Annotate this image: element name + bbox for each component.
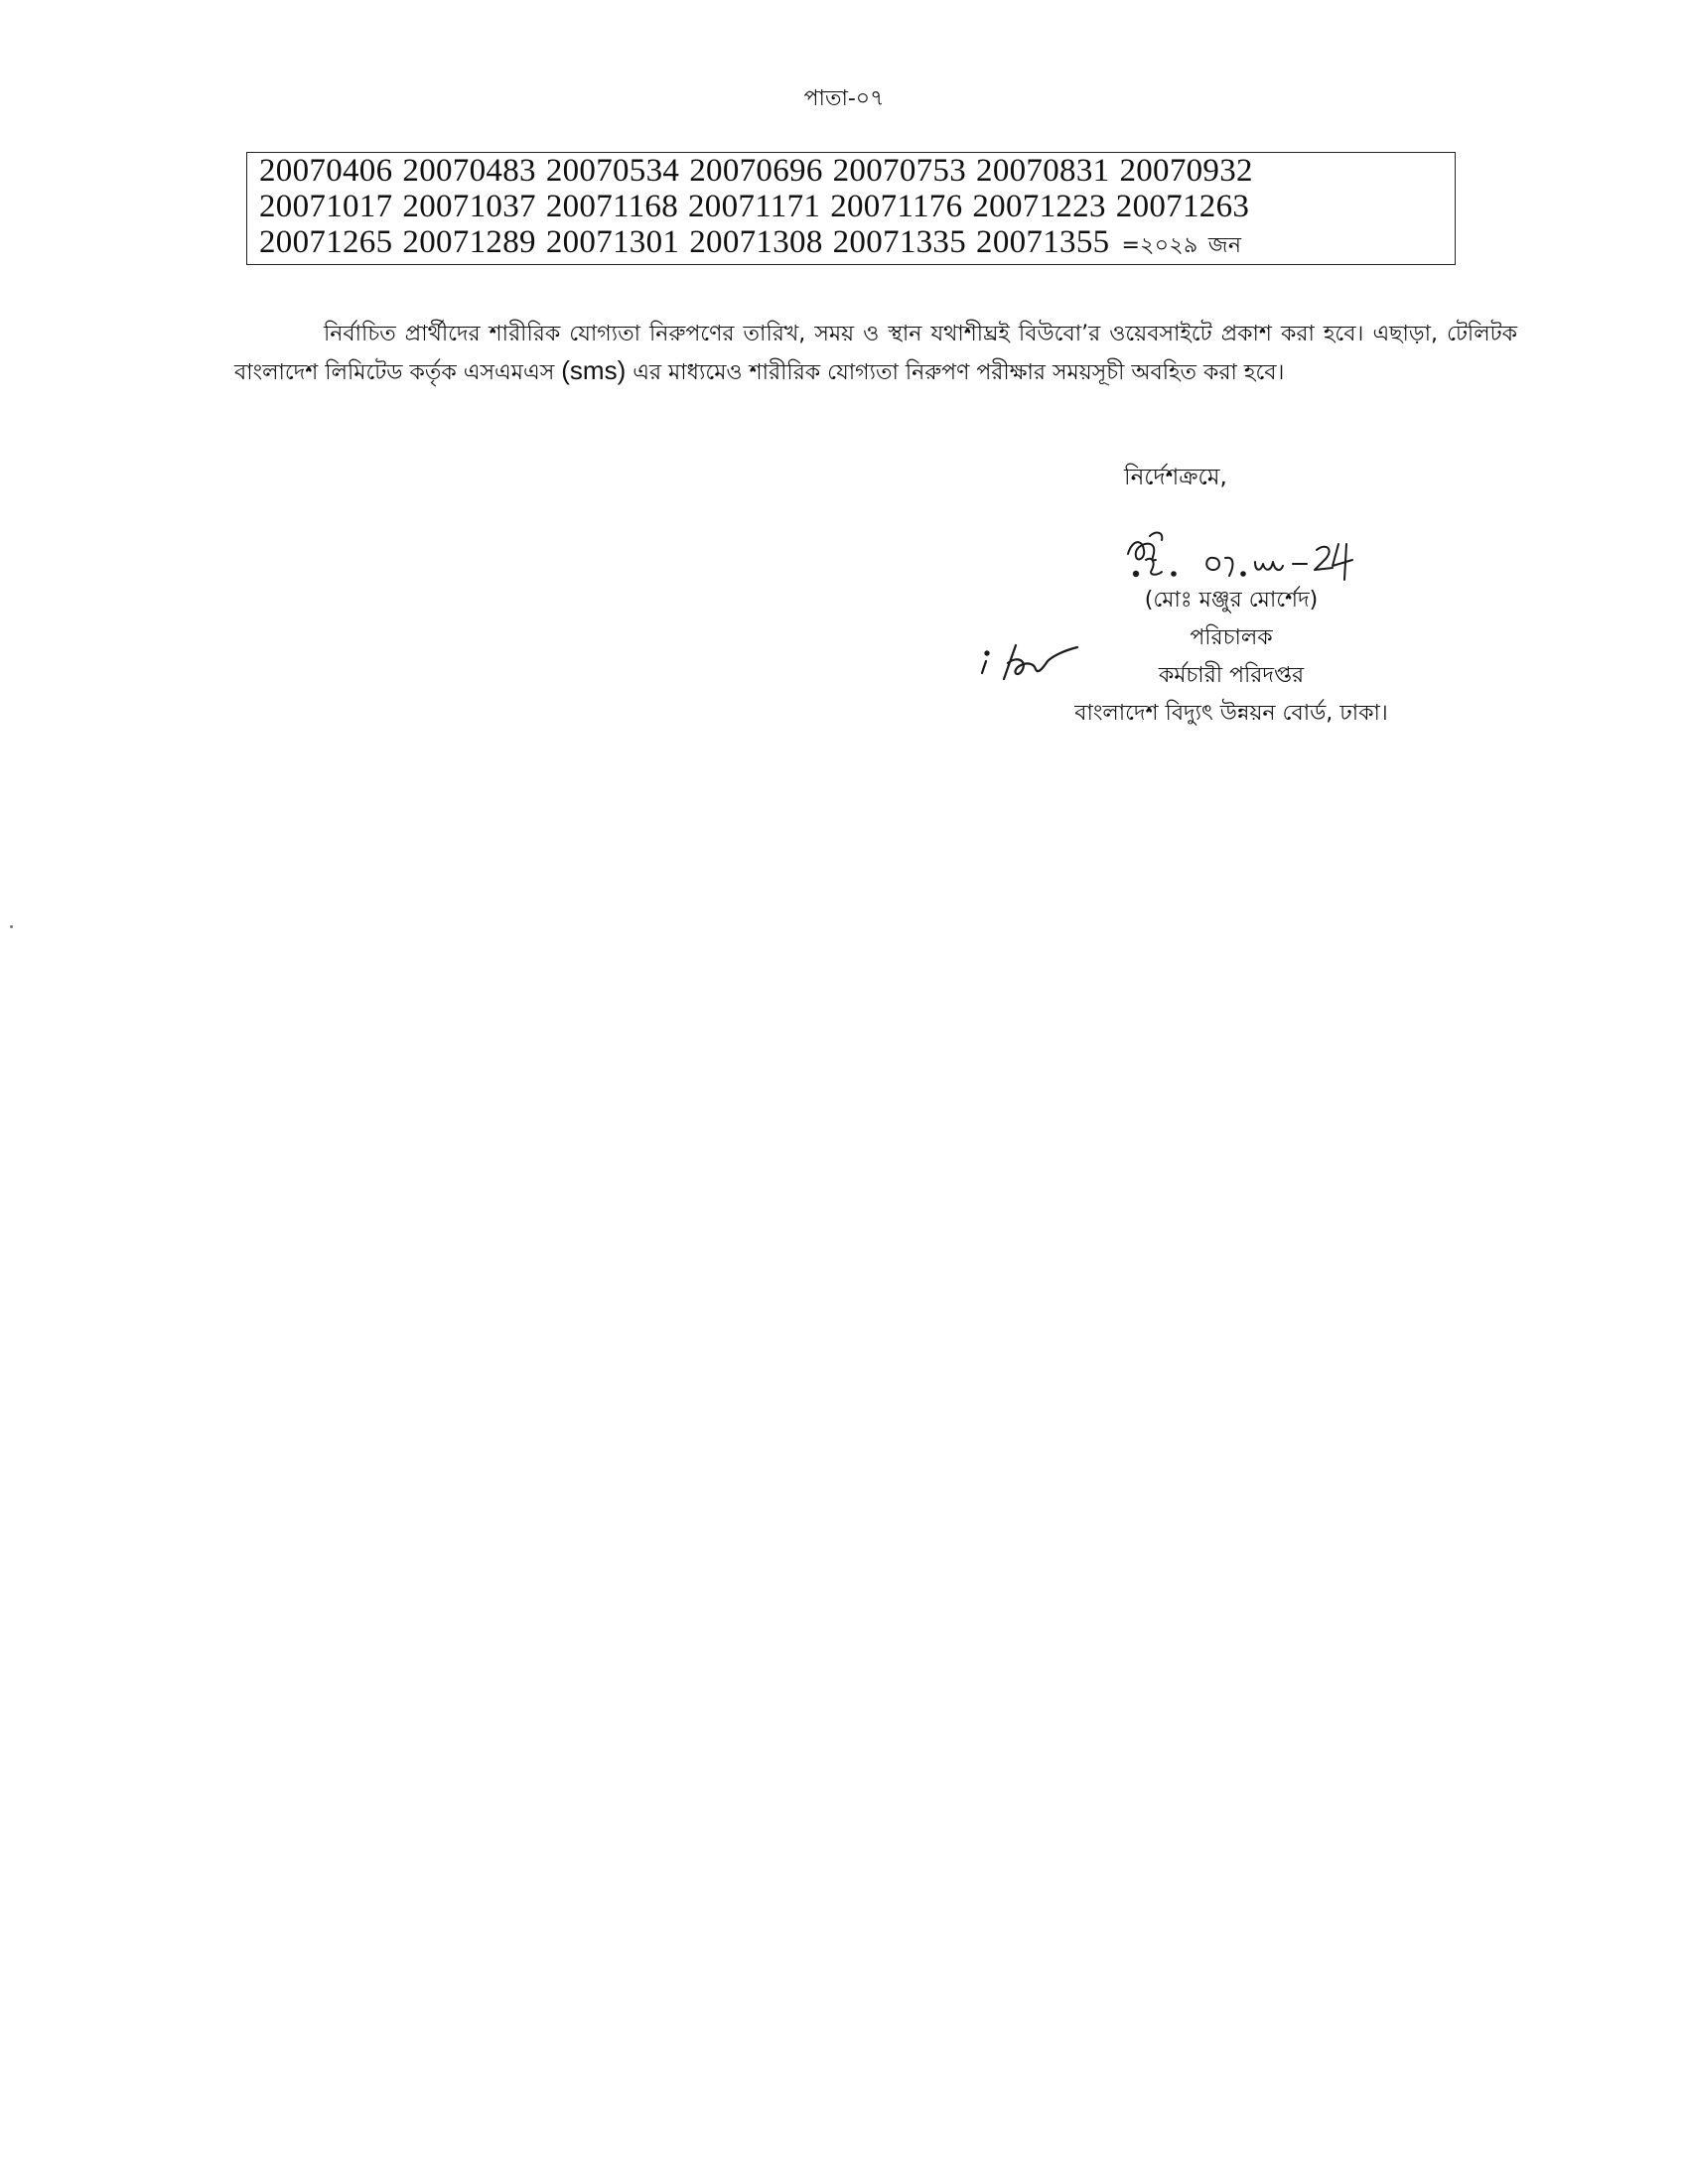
signatory-designation: পরিচালক [1190, 625, 1273, 650]
roll-number: 20071037 [402, 189, 536, 224]
notice-text-continued: এর মাধ্যমেও শারীরিক যোগ্যতা নিরুপণ পরীক্ষার সময়সূচী অবহিত করা হবে। [626, 360, 1285, 385]
total-count: =২০২৯ জন [1121, 233, 1242, 258]
roll-number: 20070753 [832, 153, 967, 189]
roll-row [259, 189, 1455, 224]
closing-phrase: নির্দেশক্রমে, [1124, 465, 1227, 490]
roll-number: 20071223 [972, 189, 1106, 224]
signatory-organization: বাংলাদেশ বিদ্যুৎ উন্নয়ন বোর্ড, ঢাকা। [1074, 701, 1388, 726]
roll-number: 20071308 [689, 224, 823, 260]
roll-number: 20070696 [689, 153, 823, 189]
notice-text: নির্বাচিত প্রার্থীদের শারীরিক যোগ্যতা নিরুপণের তারিখ, সময় ও স্থান যথাশীঘ্রই বিউবো’র ওয়েবসাইটে প্রকাশ করা হবে। এছাড়া, টেলিটক বাংলাদেশ লিমিটেড কর্তৃক এসএমএস [234, 322, 1517, 385]
roll-number: 20071168 [545, 189, 678, 224]
roll-row [259, 153, 1455, 189]
roll-number: 20071017 [259, 189, 393, 224]
roll-number: 20070932 [1119, 153, 1253, 189]
roll-number: 20071301 [545, 224, 680, 260]
scan-speck [10, 925, 13, 928]
signatory-department: কর্মচারী পরিদপ্তর [1158, 663, 1305, 688]
roll-number: 20071265 [259, 224, 393, 260]
page-number: পাতা-০৭ [803, 86, 885, 111]
roll-number: 20071289 [402, 224, 536, 260]
roll-row [259, 224, 1455, 260]
handwritten-signature [1122, 526, 1380, 588]
roll-number-box [246, 152, 1456, 265]
roll-number: 20071171 [688, 189, 821, 224]
roll-number: 20071263 [1115, 189, 1250, 224]
roll-number: 20070534 [545, 153, 680, 189]
roll-number: 20071335 [832, 224, 967, 260]
signatory-name: (মোঃ মঞ্জুর মোর্শেদ) [1144, 588, 1319, 613]
roll-number: 20071355 [976, 224, 1110, 260]
roll-number: 20070831 [976, 153, 1110, 189]
roll-number: 20071176 [830, 189, 963, 224]
notice-paragraph [234, 316, 1517, 391]
sms-label: (sms) [561, 355, 627, 385]
roll-number: 20070406 [259, 153, 393, 189]
handwritten-initial [978, 637, 1097, 685]
roll-number: 20070483 [402, 153, 536, 189]
